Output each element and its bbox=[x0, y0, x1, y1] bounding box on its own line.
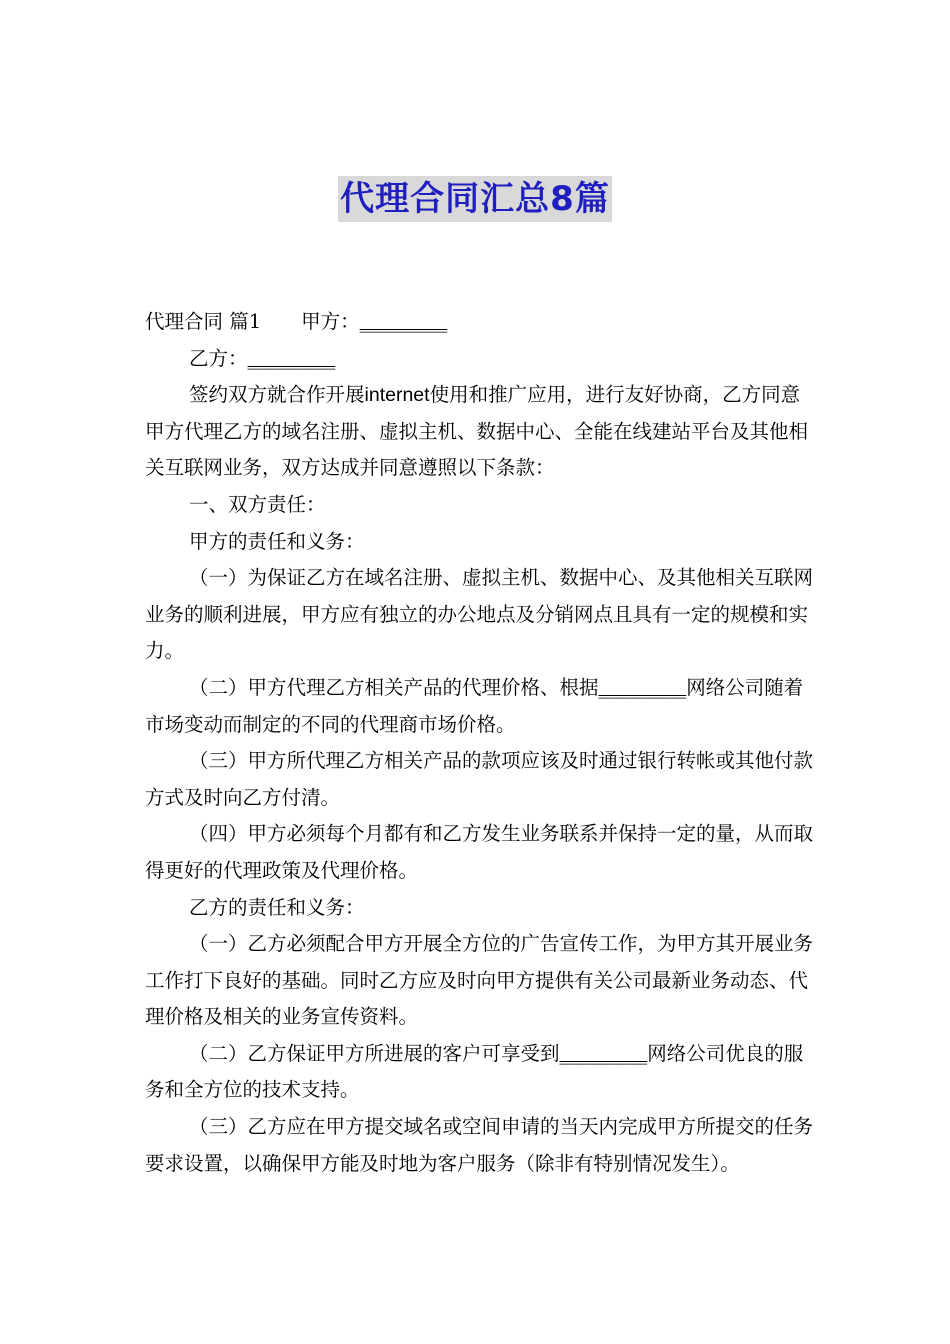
intro-paragraph: 签约双方就合作开展internet使用和推广应用，进行友好协商，乙方同意甲方代理乙方的域名注册、虚拟主机、数据中心、全能在线建站平台及其他相关互联网业务，双方达成并同意遵照以下条款： bbox=[145, 383, 809, 480]
party-a-duties-heading: 甲方的责任和义务： bbox=[189, 529, 365, 553]
contract-section-head: 代理合同 篇1 bbox=[145, 310, 262, 333]
party-b-clause-2: （二）乙方保证甲方所进展的客户可享受到_________网络公司优良的服务和全方位的技术支持。 bbox=[145, 1041, 804, 1102]
party-a-clause-4: （四）甲方必须每个月都有和乙方发生业务联系并保持一定的量，从而取得更好的代理政策及代理价格。 bbox=[145, 822, 814, 882]
party-a-blank: _________ bbox=[359, 310, 448, 333]
clause-blank: _________ bbox=[598, 675, 687, 699]
party-b-line bbox=[145, 341, 813, 378]
party-a-clause-1: （一）为保证乙方在域名注册、虚拟主机、数据中心、及其他相关互联网业务的顺利进展，甲方应有独立的办公地点及分销网点且具有一定的规模和实力。 bbox=[145, 566, 814, 663]
section-heading-1: 一、双方责任： bbox=[189, 492, 326, 516]
document-title: 代理合同汇总8篇 bbox=[338, 176, 612, 222]
clause-blank: _________ bbox=[559, 1041, 648, 1065]
party-b-clause-1: （一）乙方必须配合甲方开展全方位的广告宣传工作，为甲方其开展业务工作打下良好的基础。同时乙方应及时向甲方提供有关公司最新业务动态、代理价格及相关的业务宣传资料。 bbox=[145, 932, 814, 1029]
party-b-blank: _________ bbox=[247, 346, 336, 370]
party-a-clause-3: （三）甲方所代理乙方相关产品的款项应该及时通过银行转帐或其他付款方式及时向乙方付清。 bbox=[145, 749, 814, 809]
party-a-clause-2: （二）甲方代理乙方相关产品的代理价格、根据_________网络公司随着市场变动而制定的不同的代理商市场价格。 bbox=[145, 675, 804, 736]
document-title-wrapper bbox=[0, 176, 950, 222]
party-a-label: 甲方： bbox=[301, 310, 360, 333]
party-b-label: 乙方： bbox=[189, 346, 248, 370]
contract-header-line bbox=[145, 304, 813, 341]
party-b-duties-heading: 乙方的责任和义务： bbox=[189, 895, 365, 919]
party-b-clause-3: （三）乙方应在甲方提交域名或空间申请的当天内完成甲方所提交的任务要求设置，以确保甲方能及时地为客户服务（除非有特别情况发生）。 bbox=[145, 1115, 814, 1175]
internet-term: internet bbox=[364, 384, 430, 407]
document-body bbox=[145, 304, 813, 1182]
